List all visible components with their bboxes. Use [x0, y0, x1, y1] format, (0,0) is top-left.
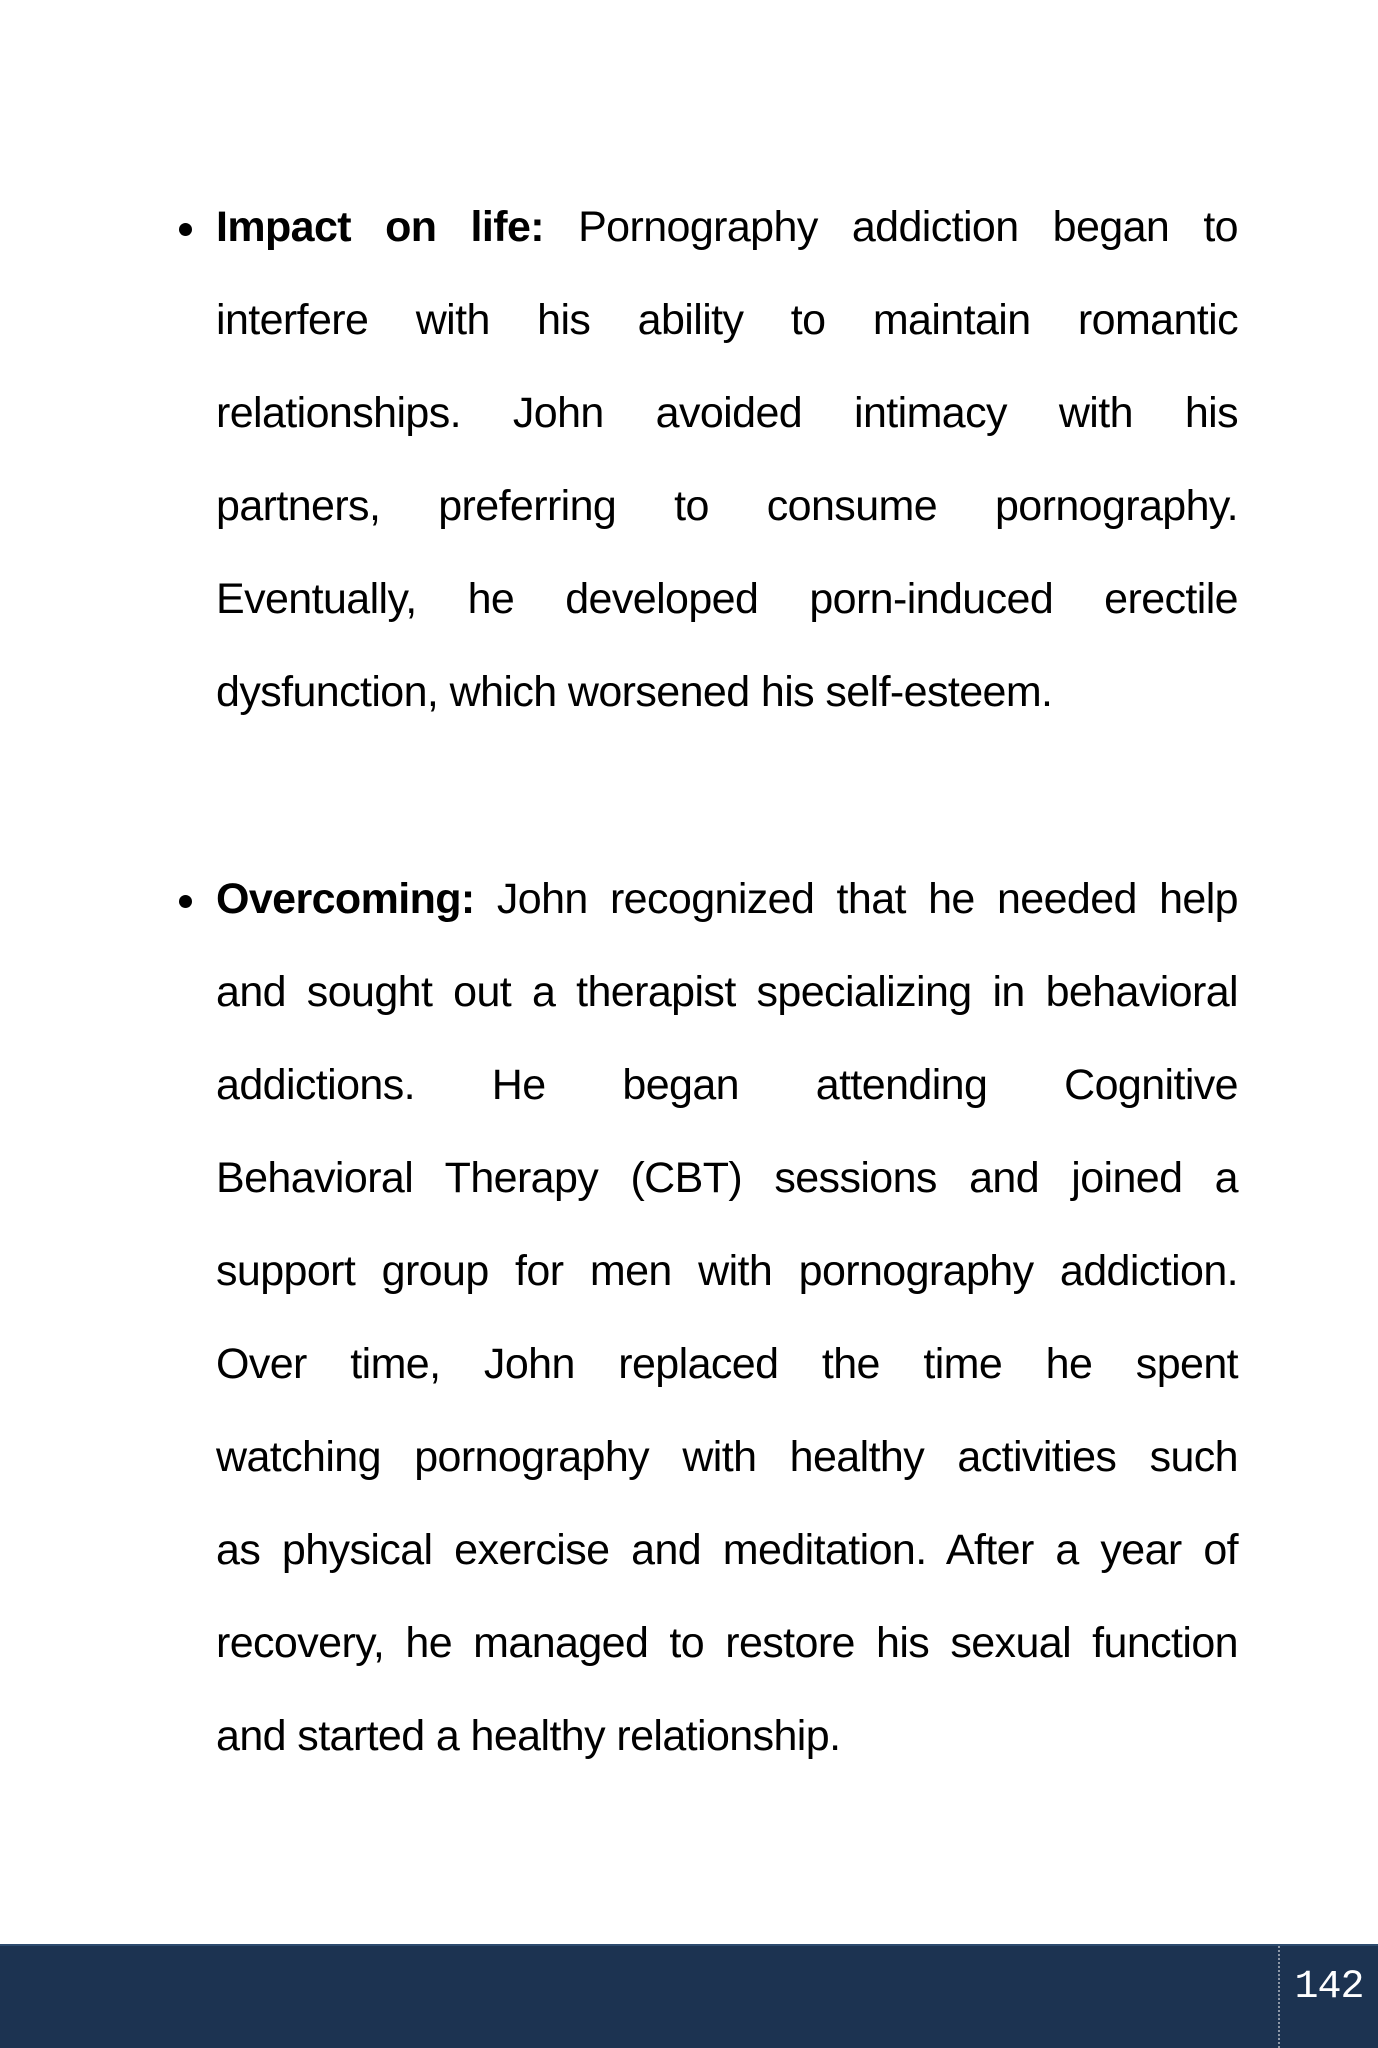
- text-line: and started a healthy relationship.: [216, 1712, 841, 1760]
- list-item: [216, 181, 1238, 739]
- text-line: [216, 853, 1238, 946]
- text-line: recovery, he managed to restore his sexual function: [216, 1619, 1238, 1667]
- text-line: Eventually, he developed porn-induced erectile: [216, 575, 1238, 623]
- text-line: as physical exercise and meditation. After a year of: [216, 1526, 1238, 1574]
- text-line: and sought out a therapist specializing in behavioral: [216, 968, 1238, 1016]
- text-run: John recognized that he needed help: [496, 875, 1238, 923]
- text-line: interfere with his ability to maintain romantic: [216, 296, 1238, 344]
- footer-bar: [0, 1944, 1378, 2048]
- text-line: dysfunction, which worsened his self-esteem.: [216, 668, 1053, 716]
- bullet-icon: [179, 895, 192, 908]
- list-item: [216, 853, 1238, 1783]
- text-line: partners, preferring to consume pornography.: [216, 482, 1238, 530]
- page-number-cell: [1278, 1946, 1378, 2048]
- text-line: relationships. John avoided intimacy with his: [216, 389, 1238, 437]
- text-line: addictions. He began attending Cognitive: [216, 1061, 1238, 1109]
- text-line: Over time, John replaced the time he spent: [216, 1340, 1238, 1388]
- text-line: [216, 181, 1238, 274]
- text-line: Behavioral Therapy (CBT) sessions and joined a: [216, 1154, 1238, 1202]
- bullet-bold-label: Impact on life:: [216, 203, 544, 251]
- text-run: Pornography addiction began to: [578, 203, 1238, 251]
- page-number: 142: [1294, 1964, 1364, 2010]
- text-line: watching pornography with healthy activities such: [216, 1433, 1238, 1481]
- bullet-bold-label: Overcoming:: [216, 875, 475, 923]
- text-line: support group for men with pornography addiction.: [216, 1247, 1238, 1295]
- bullet-icon: [179, 223, 192, 236]
- page-body-text: [216, 181, 1238, 1783]
